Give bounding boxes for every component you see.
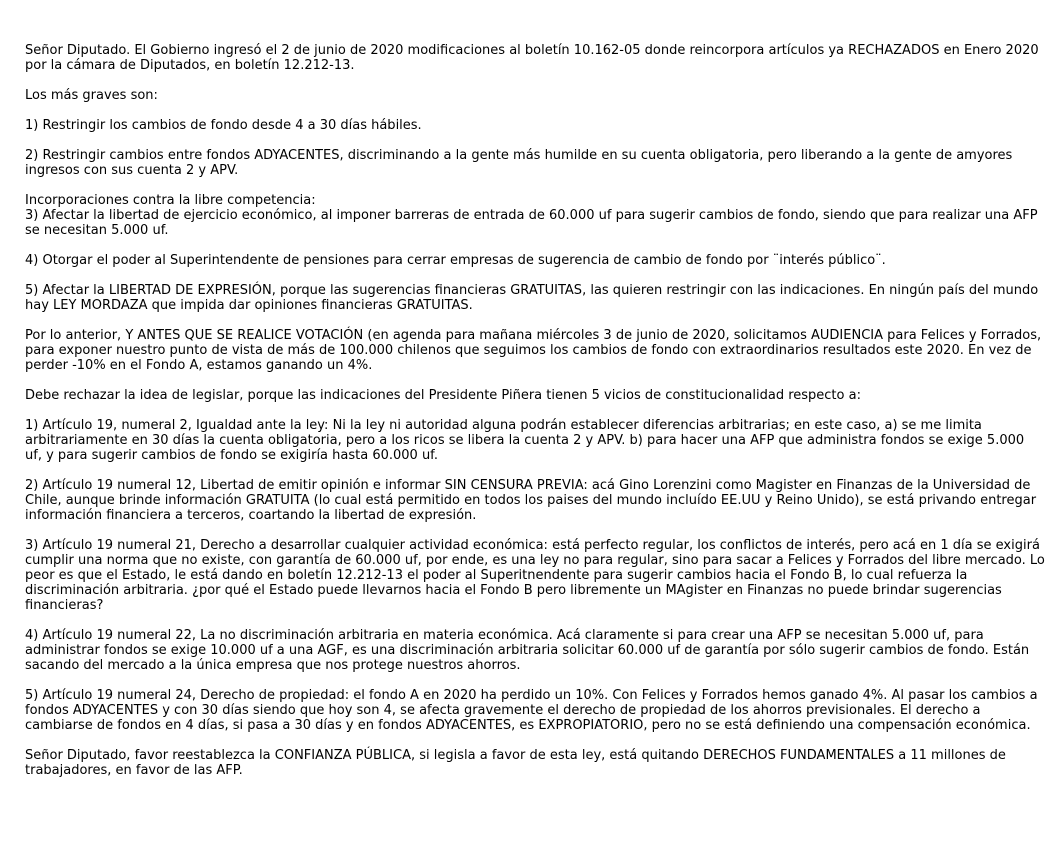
closing-paragraph: Señor Diputado, favor reestablezca la CONFIANZA PÚBLICA, si legisla a favor de esta ley, está quitando DERECHOS FUNDAMENTALES a 11 millones de trabajadores, en favor de las AFP. <box>25 748 1006 778</box>
article-19-22-paragraph: 4) Artículo 19 numeral 22, La no discriminación arbitraria en materia económica. Acá claramente si para crear una AFP se necesitan 5.000 uf, para administrar fondos se exige 10.000 uf a una AGF, es una discriminación arbitraria solicitar 60.000 uf de garantía por sólo sugerir cambios de fondo. Están sacando del mercado a la única empresa que nos protege nuestros ahorros. <box>25 628 1030 673</box>
most-serious-heading: Los más graves son: <box>25 88 158 103</box>
letter-body <box>25 43 1045 793</box>
point-2-paragraph: 2) Restringir cambios entre fondos ADYACENTES, discriminando a la gente más humilde en su cuenta obligatoria, pero liberando a la gente de amyores ingresos con sus cuenta 2 y APV. <box>25 148 1013 178</box>
competition-heading: Incorporaciones contra la libre competencia: <box>25 193 316 208</box>
point-1-paragraph: 1) Restringir los cambios de fondo desde 4 a 30 días hábiles. <box>25 118 422 133</box>
reject-legislation-paragraph: Debe rechazar la idea de legislar, porque las indicaciones del Presidente Piñera tienen 5 vicios de constitucionalidad respecto a: <box>25 388 861 403</box>
point-4-paragraph: 4) Otorgar el poder al Superintendente de pensiones para cerrar empresas de sugerencia de cambio de fondo por ¨interés público¨. <box>25 253 886 268</box>
point-5-paragraph: 5) Afectar la LIBERTAD DE EXPRESIÓN, porque las sugerencias financieras GRATUITAS, las quieren restringir con las indicaciones. En ningún país del mundo hay LEY MORDAZA que impida dar opiniones financieras GRATUITAS. <box>25 283 1039 313</box>
article-19-24-paragraph: 5) Artículo 19 numeral 24, Derecho de propiedad: el fondo A en 2020 ha perdido un 10%. Con Felices y Forrados hemos ganado 4%. Al pasar los cambios a fondos ADYACENTES y con 30 días siendo que hoy son 4, se afecta gravemente el derecho de propiedad de los ahorros previsionales. El derecho a cambiarse de fondos en 4 días, si pasa a 30 días y en fondos ADYACENTES, es EXPROPIATORIO, pero no se está definiendo una compensación económica. <box>25 688 1038 733</box>
audience-request-paragraph: Por lo anterior, Y ANTES QUE SE REALICE VOTACIÓN (en agenda para mañana miércoles 3 de junio de 2020, solicitamos AUDIENCIA para Felices y Forrados, para exponer nuestro punto de vista de más de 100.000 chilenos que seguimos los cambios de fondo con extraordinarios resultados este 2020. En vez de perder -10% en el Fondo A, estamos ganando un 4%. <box>25 328 1042 373</box>
intro-paragraph: Señor Diputado. El Gobierno ingresó el 2 de junio de 2020 modificaciones al boletín 10.162-05 donde reincorpora artículos ya RECHAZADOS en Enero 2020 por la cámara de Diputados, en boletín 12.212-13. <box>25 43 1039 73</box>
point-3-paragraph: 3) Afectar la libertad de ejercicio económico, al imponer barreras de entrada de 60.000 uf para sugerir cambios de fondo, siendo que para realizar una AFP se necesitan 5.000 uf. <box>25 208 1038 238</box>
article-19-12-paragraph: 2) Artículo 19 numeral 12, Libertad de emitir opinión e informar SIN CENSURA PREVIA: acá Gino Lorenzini como Magister en Finanzas de la Universidad de Chile, aunque brinde información GRATUITA (lo cual está permitido en todos los paises del mundo incluído EE.UU y Reino Unido), se está privando entregar información financiera a terceros, coartando la libertad de expresión. <box>25 478 1037 523</box>
article-19-21-paragraph: 3) Artículo 19 numeral 21, Derecho a desarrollar cualquier actividad económica: está perfecto regular, los conflictos de interés, pero acá en 1 día se exigirá cumplir una norma que no existe, con garantía de 60.000 uf, por ende, es una ley no para regular, sino para sacar a Felices y Forrados del libre mercado. Lo peor es que el Estado, le está dando en boletín 12.212-13 el poder al Superitnendente para sugerir cambios hacia el Fondo B, lo cual refuerza la discriminación arbitraria. ¿por qué el Estado puede llevarnos hacia el Fondo B pero libremente un MAgister en Finanzas no puede brindar sugerencias financieras? <box>25 538 1045 613</box>
article-19-2-paragraph: 1) Artículo 19, numeral 2, Igualdad ante la ley: Ni la ley ni autoridad alguna podrán establecer diferencias arbitrarias; en este caso, a) se me limita arbitrariamente en 30 días la cuenta obligatoria, pero a los ricos se libera la cuenta 2 y APV. b) para hacer una AFP que administra fondos se exige 5.000 uf, y para sugerir cambios de fondo se exigiría hasta 60.000 uf. <box>25 418 1025 463</box>
